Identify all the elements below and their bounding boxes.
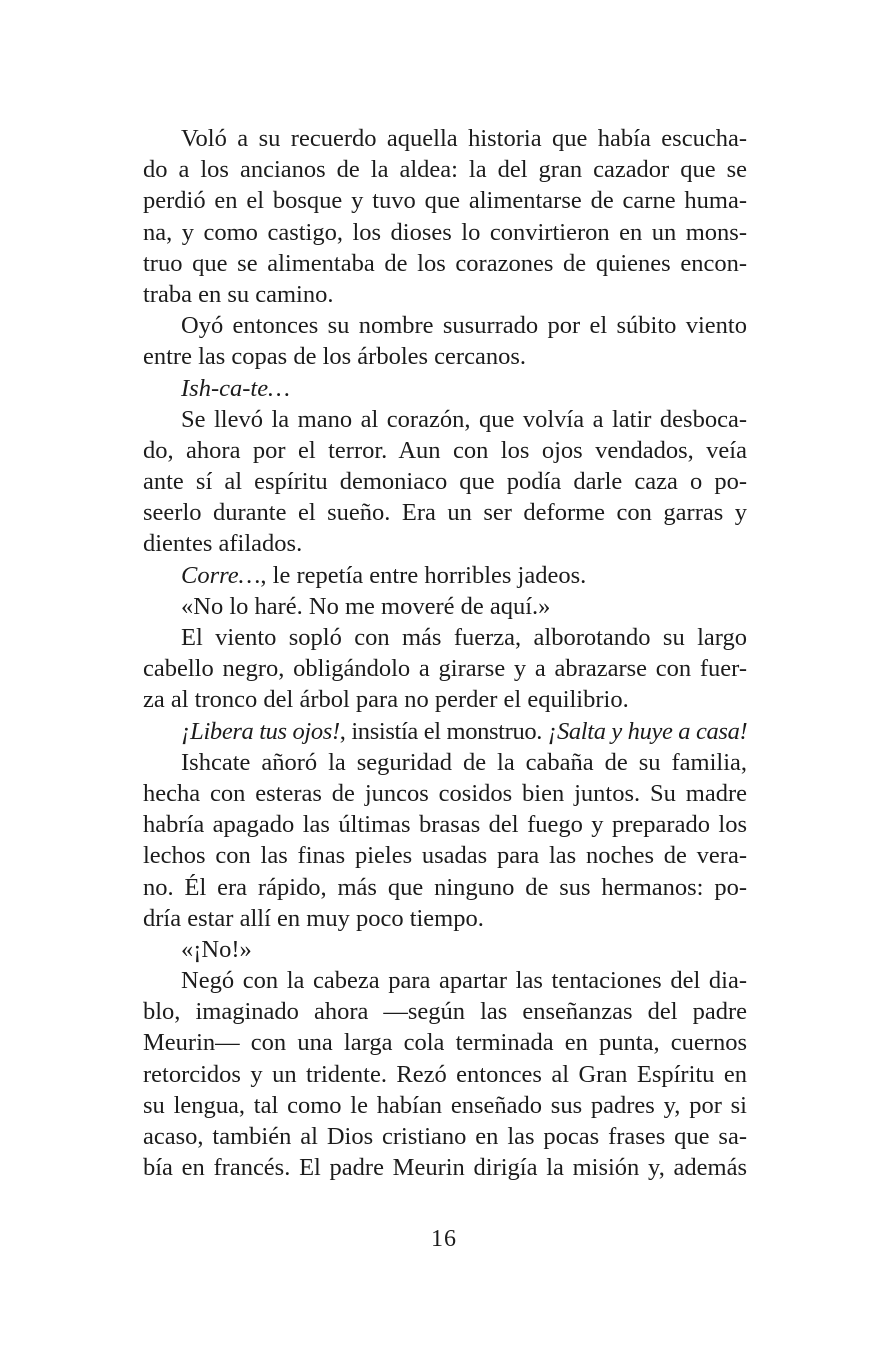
text-line (143, 435, 747, 466)
text-line (143, 123, 747, 154)
italic-span: Ish-ca-te… (181, 374, 290, 402)
italic-span: Corre… (181, 561, 261, 589)
text-span: lechos con las finas pieles usadas para las noches de vera- (143, 842, 747, 870)
text-line (143, 903, 747, 934)
text-span: El viento sopló con más fuerza, alborotando su largo (181, 624, 747, 651)
text-span: Meurin— con una larga cola terminada en punta, cuernos (143, 1029, 747, 1057)
page-number: 16 (431, 1226, 457, 1252)
text-span: blo, imaginado ahora —según las enseñanzas del padre (143, 998, 747, 1026)
text-span: do a los ancianos de la aldea: la del gran cazador que se (143, 156, 747, 184)
text-span: cabello negro, obligándolo a girarse y a abrazarse con fuer- (143, 655, 747, 683)
text-line (143, 653, 747, 684)
text-line (143, 185, 747, 216)
text-line (143, 840, 747, 871)
text-span: dría estar allí en muy poco tiempo. (143, 904, 484, 932)
text-line (143, 1090, 747, 1121)
text-line (143, 248, 747, 279)
text-span: Voló a su recuerdo aquella historia que había escucha- (181, 125, 747, 152)
text-line (143, 996, 747, 1027)
text-span: no. Él era rápido, más que ninguno de sus hermanos: po- (143, 873, 747, 901)
text-span: «¡No!» (181, 935, 252, 963)
text-line (143, 934, 747, 965)
text-span: bía en francés. El padre Meurin dirigía la misión y, además (143, 1154, 747, 1182)
text-span: Oyó entonces su nombre susurrado por el súbito viento (181, 312, 747, 340)
text-line (143, 591, 747, 622)
text-line (143, 965, 747, 996)
italic-span: ¡Libera tus ojos! (181, 717, 340, 745)
text-line (143, 1121, 747, 1152)
text-span: «No lo haré. No me moveré de aquí.» (181, 592, 551, 620)
text-span: za al tronco del árbol para no perder el equilibrio. (143, 686, 629, 714)
text-line (143, 497, 747, 528)
text-span: na, y como castigo, los dioses lo convirtieron en un mons- (143, 218, 747, 246)
text-line (143, 528, 747, 559)
text-line (143, 872, 747, 903)
text-line (143, 716, 747, 747)
text-line (143, 466, 747, 497)
italic-span: ¡Salta y huye a casa! (547, 717, 748, 745)
text-line (143, 684, 747, 715)
text-span: habría apagado las últimas brasas del fuego y preparado los (143, 811, 747, 839)
text-line (143, 778, 747, 809)
text-span: truo que se alimentaba de los corazones de quienes encon- (143, 249, 747, 277)
text-line (143, 809, 747, 840)
text-line (143, 622, 747, 653)
text-span: dientes afilados. (143, 530, 303, 558)
text-span: , le repetía entre horribles jadeos. (260, 561, 587, 589)
text-line (143, 1027, 747, 1058)
body-text (143, 123, 747, 1183)
text-line (143, 217, 747, 248)
text-line (143, 310, 747, 341)
text-span: perdió en el bosque y tuvo que alimentarse de carne huma- (143, 187, 747, 215)
text-span: entre las copas de los árboles cercanos. (143, 343, 526, 371)
text-span: , insistía el monstruo. (339, 717, 548, 745)
text-span: seerlo durante el sueño. Era un ser deforme con garras y (143, 499, 747, 527)
text-span: Negó con la cabeza para apartar las tentaciones del dia- (181, 967, 747, 995)
text-span: Se llevó la mano al corazón, que volvía a latir desboca- (181, 405, 747, 433)
text-line (143, 341, 747, 372)
text-span: ante sí al espíritu demoniaco que podía darle caza o po- (143, 468, 747, 496)
text-span: hecha con esteras de juncos cosidos bien juntos. Su madre (143, 779, 747, 807)
text-line (143, 373, 747, 404)
text-span: acaso, también al Dios cristiano en las pocas frases que sa- (143, 1123, 747, 1150)
text-span: retorcidos y un tridente. Rezó entonces al Gran Espíritu en (143, 1060, 747, 1088)
text-line (143, 747, 747, 778)
text-line (143, 154, 747, 185)
text-span: Ishcate añoró la seguridad de la cabaña de su familia, (181, 748, 747, 776)
text-line (143, 1152, 747, 1183)
text-line (143, 1059, 747, 1090)
text-line (143, 404, 747, 435)
text-line (143, 279, 747, 310)
text-line (143, 560, 747, 591)
text-span: do, ahora por el terror. Aun con los ojos vendados, veía (143, 436, 747, 464)
text-span: su lengua, tal como le habían enseñado sus padres y, por si (143, 1091, 747, 1119)
text-span: traba en su camino. (143, 280, 334, 308)
